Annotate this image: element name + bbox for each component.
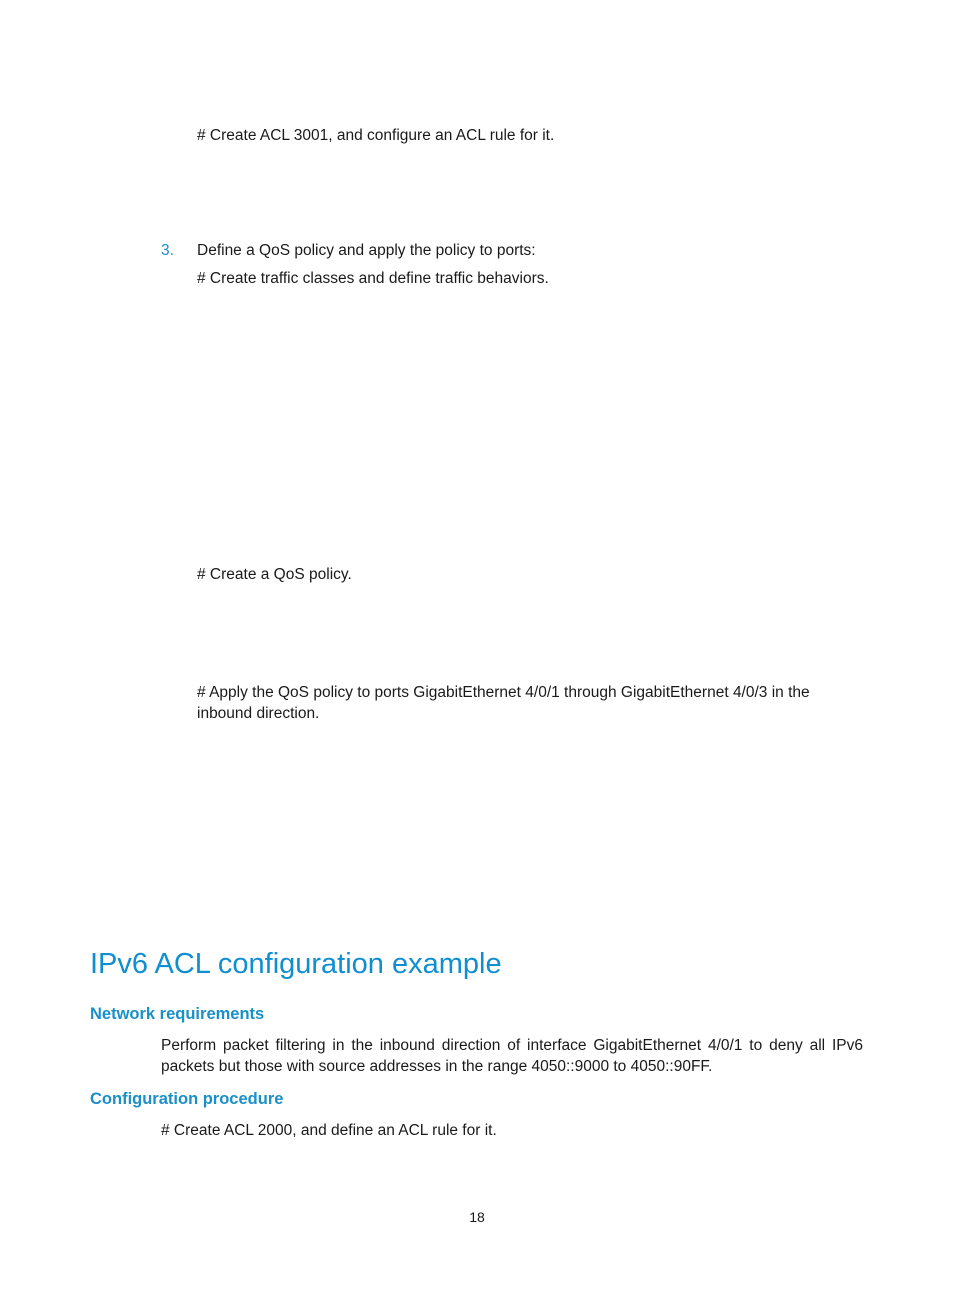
apply-qos-comment-line2: inbound direction. (197, 705, 320, 722)
apply-qos-comment-line1: # Apply the QoS policy to ports GigabitEthernet 4/0/1 through GigabitEthernet 4/0/3 in the (197, 684, 810, 701)
create-qos-policy-comment: # Create a QoS policy. (197, 566, 352, 583)
network-requirements-text: Perform packet filtering in the inbound direction of interface GigabitEthernet 4/0/1 to deny all IPv6 packets but those with source addresses in the range 4050::9000 to 4050::90FF. (161, 1037, 863, 1075)
configuration-procedure-heading: Configuration procedure (90, 1090, 284, 1108)
create-acl-2000-comment: # Create ACL 2000, and define an ACL rule for it. (161, 1122, 497, 1139)
section-title: IPv6 ACL configuration example (90, 948, 502, 980)
step-3-text: Define a QoS policy and apply the policy to ports: (197, 242, 536, 259)
step-3-number: 3. (161, 242, 174, 259)
network-requirements-heading: Network requirements (90, 1005, 265, 1023)
create-traffic-comment: # Create traffic classes and define traffic behaviors. (197, 270, 549, 287)
create-acl-3001-comment: # Create ACL 3001, and configure an ACL rule for it. (197, 127, 555, 144)
page-number: 18 (469, 1209, 485, 1225)
